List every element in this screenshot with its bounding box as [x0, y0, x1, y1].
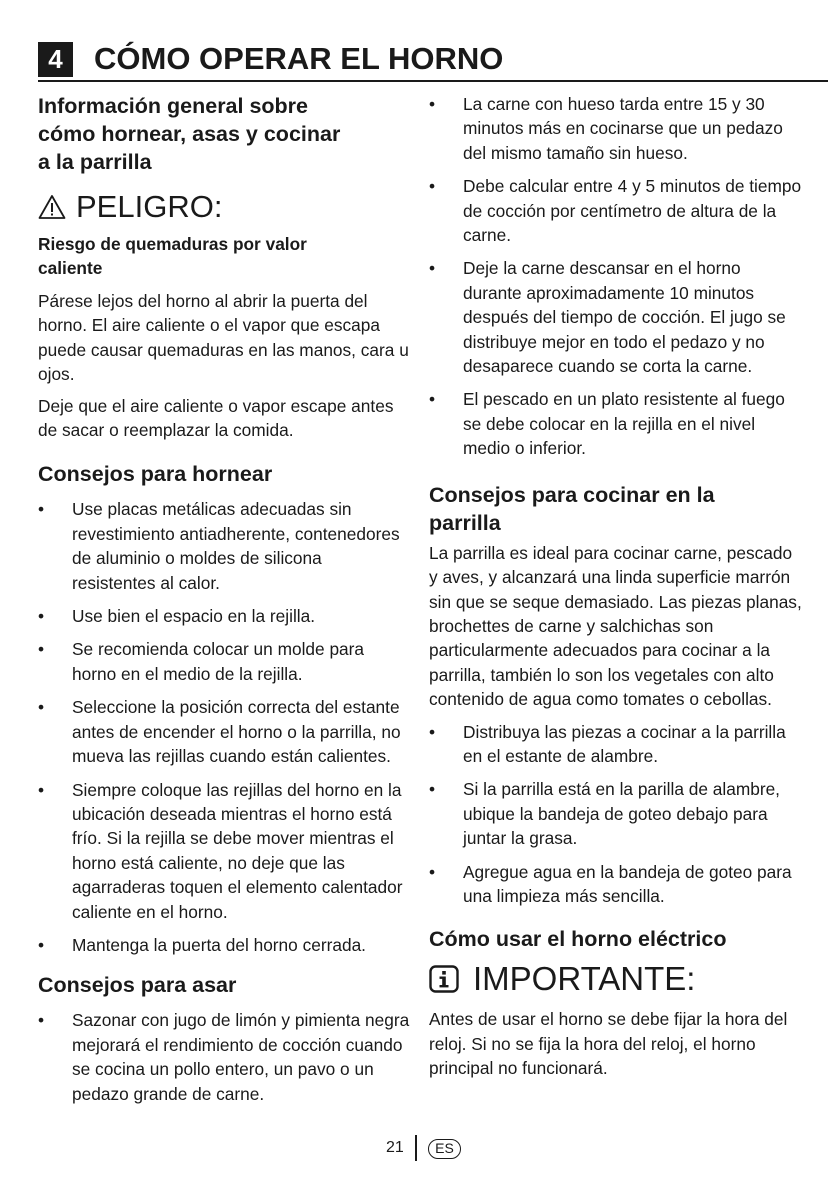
- list-item: • Distribuya las piezas a cocinar a la parrilla en el estante de alambre.: [429, 720, 803, 769]
- danger-notice: [38, 190, 410, 224]
- list-item: • Se recomienda colocar un molde para horno en el medio de la rejilla.: [38, 637, 410, 686]
- list-item: • Deje la carne descansar en el horno durante aproximadamente 10 minutos después del tiempo de cocción. El jugo se distribuye mejor en todo el pedazo y no desaparece cuando se corta la carne.: [429, 256, 803, 378]
- chapter-number: 4: [38, 42, 73, 77]
- important-title: IMPORTANTE:: [473, 960, 696, 998]
- right-column: [429, 92, 803, 1081]
- list-item: • Debe calcular entre 4 y 5 minutos de tiempo de cocción por centímetro de altura de la carne.: [429, 174, 803, 247]
- grill-paragraph: La parrilla es ideal para cocinar carne, pescado y aves, y alcanzará una linda superficie marrón sin que se seque demasiado. Las piezas planas, brochettes de carne y salchichas son particularmente adecuados para cocinar a la parrilla, también lo son los vegetales con alto contenido de agua como tomates o cebollas.: [429, 542, 802, 710]
- roasting-list: [38, 1008, 410, 1106]
- chapter-header: [38, 40, 828, 82]
- baking-heading: Consejos para hornear: [38, 462, 273, 487]
- danger-title: PELIGRO:: [76, 189, 223, 224]
- grill-heading: Consejos para cocinar en la parrilla: [429, 482, 715, 535]
- language-badge: ES: [428, 1139, 461, 1159]
- left-column: [38, 92, 410, 1115]
- electric-heading: Cómo usar el horno eléctrico: [429, 927, 727, 952]
- list-item: • Agregue agua en la bandeja de goteo para una limpieza más sencilla.: [429, 860, 803, 909]
- list-item: • La carne con hueso tarda entre 15 y 30 minutos más en cocinarse que un pedazo del mismo tamaño sin hueso.: [429, 92, 803, 165]
- important-notice: [429, 961, 803, 997]
- list-item: • Use bien el espacio en la rejilla.: [38, 604, 410, 628]
- roasting-list-continued: [429, 92, 803, 461]
- danger-paragraph: Deje que el aire caliente o vapor escape antes de sacar o reemplazar la comida.: [38, 395, 394, 441]
- intro-heading: Información general sobre cómo hornear, asas y cocinar a la parrilla: [38, 94, 341, 174]
- warning-triangle-icon: [38, 194, 66, 220]
- list-item: • El pescado en un plato resistente al fuego se debe colocar en la rejilla en el nivel medio o inferior.: [429, 387, 803, 460]
- list-item: • Sazonar con jugo de limón y pimienta negra mejorará el rendimiento de cocción cuando se cocina un pollo entero, un pavo o un pedazo grande de carne.: [38, 1008, 410, 1106]
- footer-divider: [415, 1135, 417, 1161]
- list-item: • Use placas metálicas adecuadas sin revestimiento antiadherente, contenedores de aluminio o moldes de silicona resistentes al calor.: [38, 497, 410, 595]
- page-number: 21: [386, 1139, 404, 1156]
- list-item: • Siempre coloque las rejillas del horno en la ubicación deseada mientras el horno está frío. Si la rejilla se debe mover mientras el horno está caliente, no deje que las agarraderas toquen el elemento calentador caliente en el horno.: [38, 778, 410, 924]
- list-item: • Mantenga la puerta del horno cerrada.: [38, 933, 410, 957]
- roasting-heading: Consejos para asar: [38, 973, 237, 998]
- chapter-title: CÓMO OPERAR EL HORNO: [94, 41, 504, 76]
- baking-list: [38, 497, 410, 957]
- danger-paragraph: Párese lejos del horno al abrir la puerta del horno. El aire caliente o el vapor que escapa puede causar quemaduras en las manos, cara u ojos.: [38, 291, 409, 385]
- grill-list: [429, 720, 803, 909]
- list-item: • Seleccione la posición correcta del estante antes de encender el horno o la parrilla, no mueva las rejillas cuando están calientes.: [38, 695, 410, 768]
- page-footer: [0, 1133, 838, 1163]
- list-item: • Si la parrilla está en la parilla de alambre, ubique la bandeja de goteo debajo para juntar la grasa.: [429, 777, 803, 850]
- danger-subtitle: Riesgo de quemaduras por valor caliente: [38, 234, 307, 278]
- important-paragraph: Antes de usar el horno se debe fijar la hora del reloj. Si no se fija la hora del reloj, el horno principal no funcionará.: [429, 1009, 788, 1079]
- info-icon: [429, 965, 459, 993]
